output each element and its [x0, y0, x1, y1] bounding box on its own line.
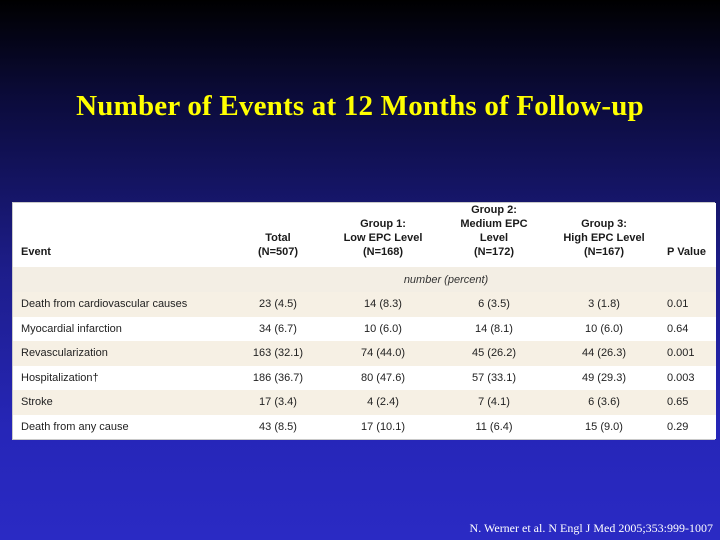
cell-p-value: 0.001 [667, 347, 695, 360]
header-group1-line2: Low EPC Level [343, 232, 423, 244]
cell-event: Hospitalization† [21, 371, 99, 384]
cell-event: Revascularization [21, 347, 108, 360]
table-row [13, 292, 716, 317]
header-total-line1: Total [265, 232, 291, 244]
table-row [13, 317, 716, 342]
cell-total: 186 (36.7) [252, 371, 304, 384]
units-subheader: number (percent) [403, 273, 489, 286]
cell-group1: 10 (6.0) [364, 322, 402, 335]
cell-group3: 49 (29.3) [581, 371, 627, 384]
citation: N. Werner et al. N Engl J Med 2005;353:999-1007 [469, 521, 713, 535]
cell-total: 163 (32.1) [252, 347, 304, 360]
cell-total: 17 (3.4) [259, 396, 297, 409]
cell-group1: 4 (2.4) [367, 396, 399, 409]
cell-group2: 57 (33.1) [471, 371, 517, 384]
header-group1 [325, 203, 441, 267]
cell-group1: 14 (8.3) [364, 298, 402, 311]
header-group3-line2: High EPC Level [563, 232, 645, 244]
cell-p-value: 0.65 [667, 396, 689, 409]
header-event: Event [21, 246, 51, 258]
cell-event: Myocardial infarction [21, 322, 122, 335]
cell-group3: 15 (9.0) [585, 420, 623, 433]
cell-total: 34 (6.7) [259, 322, 297, 335]
table-row [13, 390, 716, 415]
cell-p-value: 0.01 [667, 298, 689, 311]
header-p-value: P Value [667, 246, 706, 258]
cell-total: 23 (4.5) [259, 298, 297, 311]
cell-group3: 10 (6.0) [585, 322, 623, 335]
cell-event: Death from any cause [21, 420, 129, 433]
cell-p-value: 0.003 [667, 371, 695, 384]
header-group1-line1: Group 1: [360, 218, 406, 230]
cell-group3: 6 (3.6) [588, 396, 620, 409]
slide-title: Number of Events at 12 Months of Follow-up [76, 90, 644, 122]
cell-group1: 74 (44.0) [360, 347, 406, 360]
header-group1-line3: (N=168) [362, 246, 404, 258]
cell-group2: 11 (6.4) [475, 420, 513, 433]
header-group3-line1: Group 3: [581, 218, 627, 230]
header-group3-line3: (N=167) [583, 246, 625, 258]
header-group2 [441, 203, 547, 267]
header-total-line2: (N=507) [257, 246, 299, 258]
table-row [13, 415, 716, 440]
cell-group2: 7 (4.1) [478, 396, 510, 409]
header-group2-line2: Medium EPC Level [460, 218, 528, 244]
cell-group1: 80 (47.6) [360, 371, 406, 384]
header-group3 [547, 203, 661, 267]
cell-group2: 6 (3.5) [478, 298, 510, 311]
table-header-row [13, 203, 716, 267]
cell-event: Stroke [21, 396, 53, 409]
cell-group2: 14 (8.1) [475, 322, 513, 335]
cell-group1: 17 (10.1) [360, 420, 406, 433]
table-row [13, 341, 716, 366]
cell-group3: 44 (26.3) [581, 347, 627, 360]
cell-p-value: 0.64 [667, 322, 689, 335]
table-row [13, 366, 716, 391]
cell-event: Death from cardiovascular causes [21, 298, 188, 311]
header-group2-line3: (N=172) [473, 246, 515, 258]
cell-group3: 3 (1.8) [588, 298, 620, 311]
header-group2-line1: Group 2: [471, 204, 517, 216]
events-table-panel [12, 202, 715, 440]
cell-group2: 45 (26.2) [471, 347, 517, 360]
header-total [231, 203, 325, 267]
table-subheader-row [13, 267, 716, 292]
events-table [13, 203, 716, 439]
cell-p-value: 0.29 [667, 420, 689, 433]
cell-total: 43 (8.5) [259, 420, 297, 433]
